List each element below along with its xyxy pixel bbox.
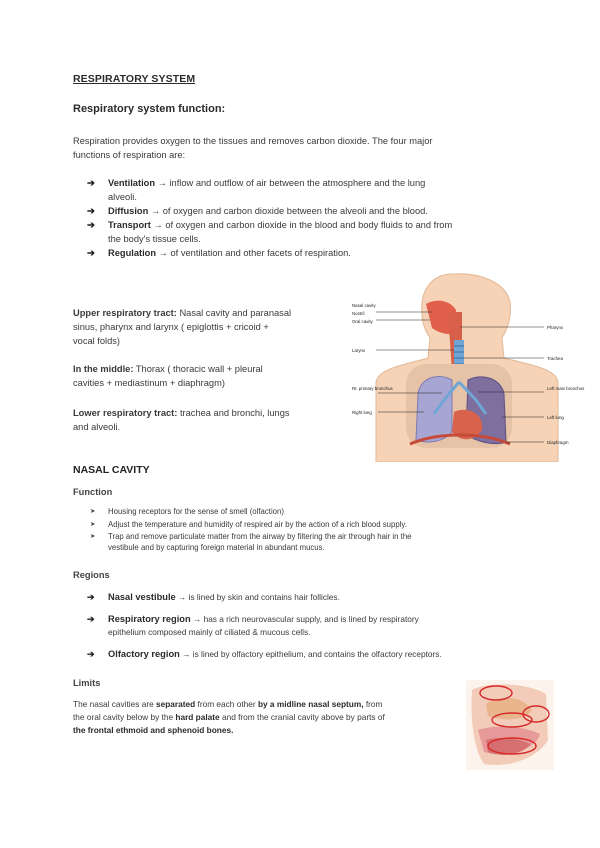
diagram-label: Nasal cavity <box>352 303 376 308</box>
right-lung-shape <box>416 376 452 441</box>
limits-text: from each other <box>195 699 258 709</box>
nasal-function-text: Housing receptors for the sense of smell (olfaction) <box>108 507 284 516</box>
function-item-transport <box>87 218 538 246</box>
limits-text: The nasal cavities are <box>73 699 157 709</box>
function-term: Transport <box>108 220 151 230</box>
function-item-regulation <box>87 246 538 260</box>
region-desc-cont: epithelium composed mainly of ciliated & mucous cells. <box>108 627 311 637</box>
region-item-respiratory <box>87 613 548 639</box>
triangle-bullet-icon: ➤ <box>90 533 96 540</box>
middle-tract-l2: cavities + mediastinum + diaphragm) <box>73 378 225 388</box>
limits-text: and from the cranial cavity above by parts of <box>219 712 385 722</box>
nasal-function-item <box>90 531 548 553</box>
region-desc: → is lined by olfactory epithelium, and contains the olfactory receptors. <box>179 649 442 659</box>
lower-tract-l1: trachea and bronchi, lungs <box>177 408 290 418</box>
function-desc-cont: alveoli. <box>108 192 137 202</box>
limits-bold: separated <box>156 699 196 709</box>
nasal-function-item <box>90 519 548 530</box>
function-item-diffusion <box>87 204 538 218</box>
diagram-label: Nostril <box>352 311 365 316</box>
region-term: Nasal vestibule <box>108 592 176 602</box>
limits-bold: hard palate <box>175 712 220 722</box>
diagram-label: Rt. primary bronchus <box>352 386 393 391</box>
nasal-function-text: Adjust the temperature and humidity of respired air by the action of a rich blood supply. <box>108 520 407 529</box>
triangle-bullet-icon: ➤ <box>90 521 96 528</box>
region-item-vestibule <box>87 591 548 604</box>
upper-tract-l2: sinus, pharynx and larynx ( epiglottis + cricoid + <box>73 322 269 332</box>
nasal-function-heading: Function <box>73 487 113 497</box>
limits-heading: Limits <box>73 678 101 688</box>
intro-line-1: Respiration provides oxygen to the tissues and removes carbon dioxide. The four major <box>73 136 433 146</box>
region-term: Olfactory region <box>108 649 180 659</box>
lower-tract-l2: and alveoli. <box>73 422 121 432</box>
diagram-label: Left lung <box>547 415 564 420</box>
lower-tract-text <box>73 406 343 434</box>
function-desc: → of oxygen and carbon dioxide between the alveoli and the blood. <box>148 206 428 216</box>
nasal-function-text-cont: vestibule and by capturing foreign material in abundant mucus. <box>108 543 325 552</box>
region-item-olfactory <box>87 648 548 661</box>
middle-tract-text <box>73 362 343 390</box>
function-desc: → inflow and outflow of air between the atmosphere and the lung <box>155 178 426 188</box>
arrow-icon: ➔ <box>87 592 95 602</box>
middle-tract-term: In the middle: <box>73 364 134 374</box>
arrow-icon: ➔ <box>87 248 95 258</box>
function-desc-cont: the body's tissue cells. <box>108 234 201 244</box>
diagram-label: Trachea <box>547 356 563 361</box>
page-title: RESPIRATORY SYSTEM <box>73 73 196 85</box>
limits-bold: by a midline nasal septum, <box>257 699 364 709</box>
function-item-ventilation <box>87 176 538 204</box>
function-desc: → of oxygen and carbon dioxide in the blood and body fluids to and from <box>150 220 453 230</box>
function-term: Ventilation <box>108 178 156 188</box>
upper-tract-l3: vocal folds) <box>73 336 121 346</box>
arrow-icon: ➔ <box>87 178 95 188</box>
diagram-label: Left main bronchus <box>547 386 585 391</box>
region-desc: → is lined by skin and contains hair follicles. <box>175 592 340 602</box>
function-term: Diffusion <box>108 206 149 216</box>
nasal-function-item <box>90 506 548 517</box>
arrow-icon: ➔ <box>87 206 95 216</box>
upper-tract-l1: Nasal cavity and paranasal <box>176 308 292 318</box>
upper-tract-term: Upper respiratory tract: <box>73 308 177 318</box>
limits-text: the oral cavity below by the <box>73 712 176 722</box>
diagram-label: Diaphragm <box>547 440 569 445</box>
middle-tract-l1: Thorax ( thoracic wall + pleural <box>133 364 263 374</box>
nasal-cavity-heading: NASAL CAVITY <box>73 464 150 476</box>
nasal-cavity-diagram <box>466 680 554 770</box>
respiratory-system-diagram <box>348 272 588 462</box>
nasal-function-text: Trap and remove particulate matter from the airway by filtering the air through hair in the <box>108 532 412 541</box>
limits-text: from <box>363 699 383 709</box>
diagram-label: Oral cavity <box>352 319 373 324</box>
arrow-icon: ➔ <box>87 649 95 659</box>
lower-tract-term: Lower respiratory tract: <box>73 408 178 418</box>
diagram-label: Right lung <box>352 410 372 415</box>
limits-paragraph <box>73 698 458 737</box>
diagram-label: Larynx <box>352 348 366 353</box>
function-heading: Respiratory system function: <box>73 103 226 115</box>
arrow-icon: ➔ <box>87 220 95 230</box>
upper-tract-text <box>73 306 343 348</box>
limits-bold: the frontal ethmoid and sphenoid bones. <box>73 725 234 735</box>
function-term: Regulation <box>108 248 157 258</box>
region-desc: → has a rich neurovascular supply, and is lined by respiratory <box>190 614 419 624</box>
arrow-icon: ➔ <box>87 614 95 624</box>
function-desc: → of ventilation and other facets of respiration. <box>156 248 351 258</box>
diagram-label: Pharynx <box>547 325 564 330</box>
regions-heading: Regions <box>73 570 110 580</box>
triangle-bullet-icon: ➤ <box>90 508 96 515</box>
intro-line-2: functions of respiration are: <box>73 150 186 160</box>
region-term: Respiratory region <box>108 614 191 624</box>
